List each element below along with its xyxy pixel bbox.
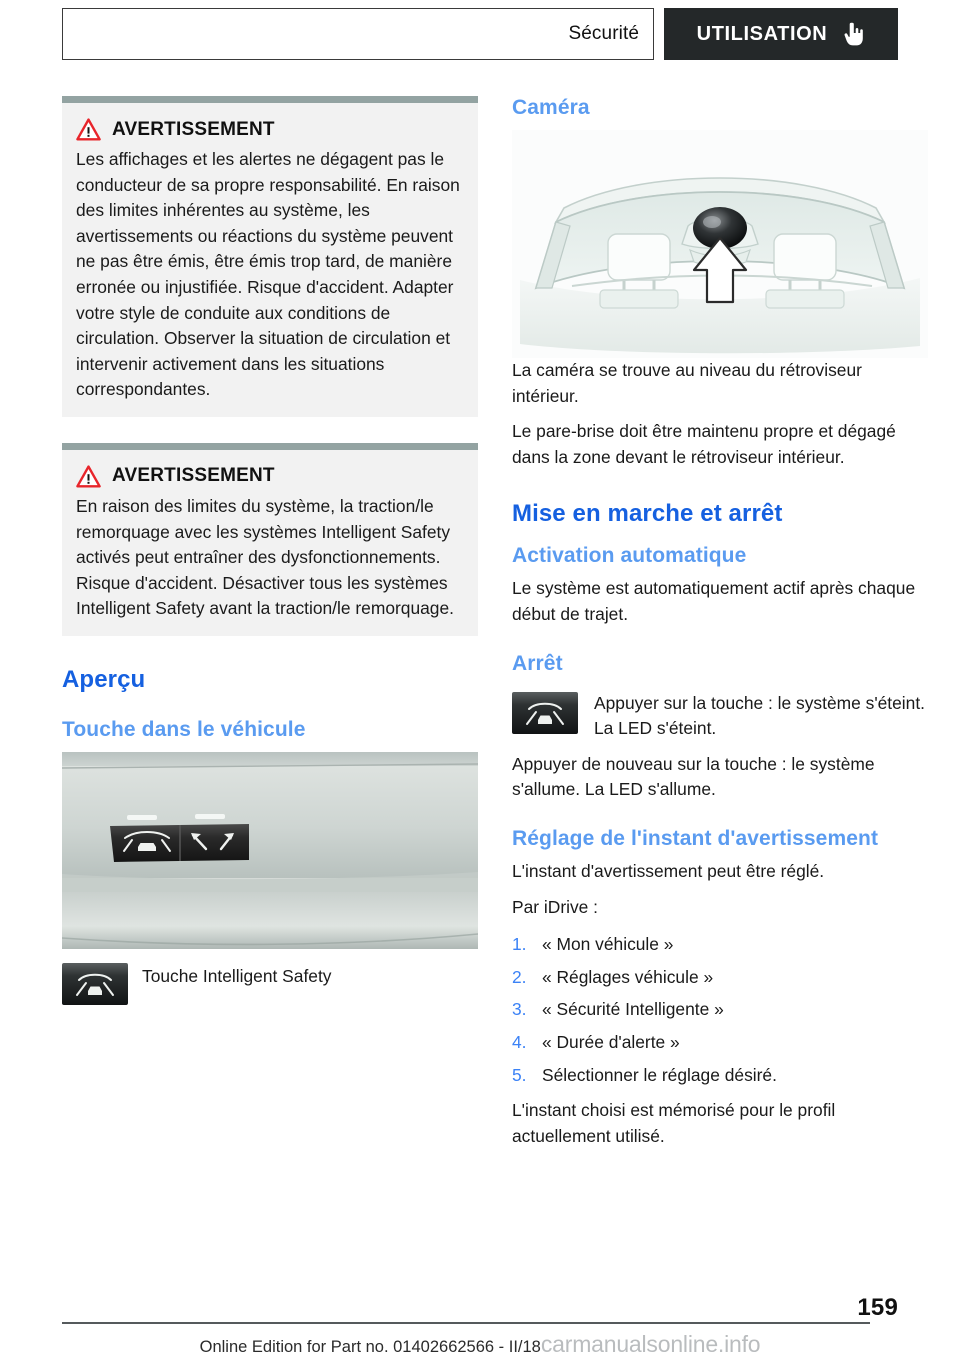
step-text: « Sécurité Intelligente » [542,999,724,1020]
footer-divider [62,1322,870,1324]
section-heading-start-stop: Mise en marche et arrêt [512,500,783,528]
section-tab[interactable] [664,8,898,60]
warning-box [62,96,478,417]
warning-text: En raison des limites du système, la traction/le remorquage avec les systèmes Intelligent Safety activés peut entraîner des dysfonctionnements. Risque d'accident. Désactiver tous les systèmes Intelligent Safety avant la traction/le remorquage. [76,495,454,619]
step-text: « Mon véhicule » [542,934,674,955]
reglage-path-label: Par iDrive : [512,896,599,917]
subsection-heading-touche: Touche dans le véhicule [62,717,306,741]
step-number: 4. [512,1031,527,1052]
warning-header [62,450,478,492]
arret-icon-row [512,690,928,742]
left-column [62,96,478,1015]
step-number: 3. [512,999,527,1020]
list-item [512,997,928,1023]
list-item [512,1030,928,1056]
subsection-heading-reglage: Réglage de l'instant d'avertissement [512,826,879,850]
list-item [512,1063,928,1089]
section-heading-apercu: Aperçu [62,665,146,693]
subsection-heading-auto-activation: Activation automatique [512,544,747,568]
step-number: 5. [512,1064,527,1085]
intelligent-safety-button-icon [512,690,578,734]
arret-icon-text: Appuyer sur la touche : le système s'éteint. La LED s'éteint. [594,692,926,739]
subsection-heading-arret: Arrêt [512,651,563,675]
warning-top-bar [62,443,478,450]
camera-paragraph-1: La caméra se trouve au niveau du rétroviseur intérieur. [512,360,862,406]
warning-title: AVERTISSEMENT [112,465,275,487]
arret-paragraph: Appuyer de nouveau sur la touche : le système s'allume. La LED s'allume. [512,753,875,800]
pointing-hand-icon [843,21,865,47]
warning-header [62,103,478,145]
section-tab-label: UTILISATION [696,22,828,45]
step-text: Sélectionner le réglage désiré. [542,1064,777,1085]
camera-paragraph-2: Le pare-brise doit être maintenu propre et dégagé dans la zone devant le rétroviseur intérieur. [512,421,896,467]
page-number: 159 [857,1294,898,1321]
warning-triangle-icon [76,465,101,488]
dashboard-figure [62,752,478,949]
reglage-intro: L'instant d'avertissement peut être réglé. [512,860,825,881]
warning-box [62,443,478,636]
subsection-heading-camera: Caméra [512,96,590,119]
warning-triangle-icon [76,118,101,141]
step-text: « Réglages véhicule » [542,966,714,987]
edition-text: Online Edition for Part no. 01402662566 - II/18 [199,1338,541,1356]
step-number: 1. [512,934,527,955]
intelligent-safety-button-icon [62,963,128,1005]
watermark-text: carmanualsonline.info [540,1331,761,1357]
list-item [512,965,928,991]
button-caption-row [62,963,478,1005]
footer-text [0,1331,960,1358]
camera-figure [512,130,928,358]
breadcrumb-tab[interactable] [62,8,654,60]
auto-activation-text: Le système est automatiquement actif après chaque début de trajet. [512,578,916,624]
button-caption-label: Touche Intelligent Safety [142,965,332,986]
list-item [512,932,928,958]
breadcrumb-label: Sécurité [568,23,639,44]
idrive-steps-list [512,932,928,1088]
step-text: « Durée d'alerte » [542,1031,680,1052]
warning-title: AVERTISSEMENT [112,118,275,140]
reglage-outro: L'instant choisi est mémorisé pour le profil actuellement utilisé. [512,1100,836,1146]
warning-top-bar [62,96,478,103]
warning-text: Les affichages et les alertes ne dégagent pas le conducteur de sa propre responsabilité. En raison des limites inhérentes au système, les avertissements ou réactions du système peuvent ne pas être émis, être émis trop tard, de manière erronée ou injustifiée. Risque d'accident. Adapter votre style de conduite aux conditions de circulation. Observer la situation de circulation et intervenir activement dans les situations correspondantes. [76,149,460,400]
step-number: 2. [512,966,527,987]
page-header [62,8,898,60]
right-column [512,96,928,1159]
